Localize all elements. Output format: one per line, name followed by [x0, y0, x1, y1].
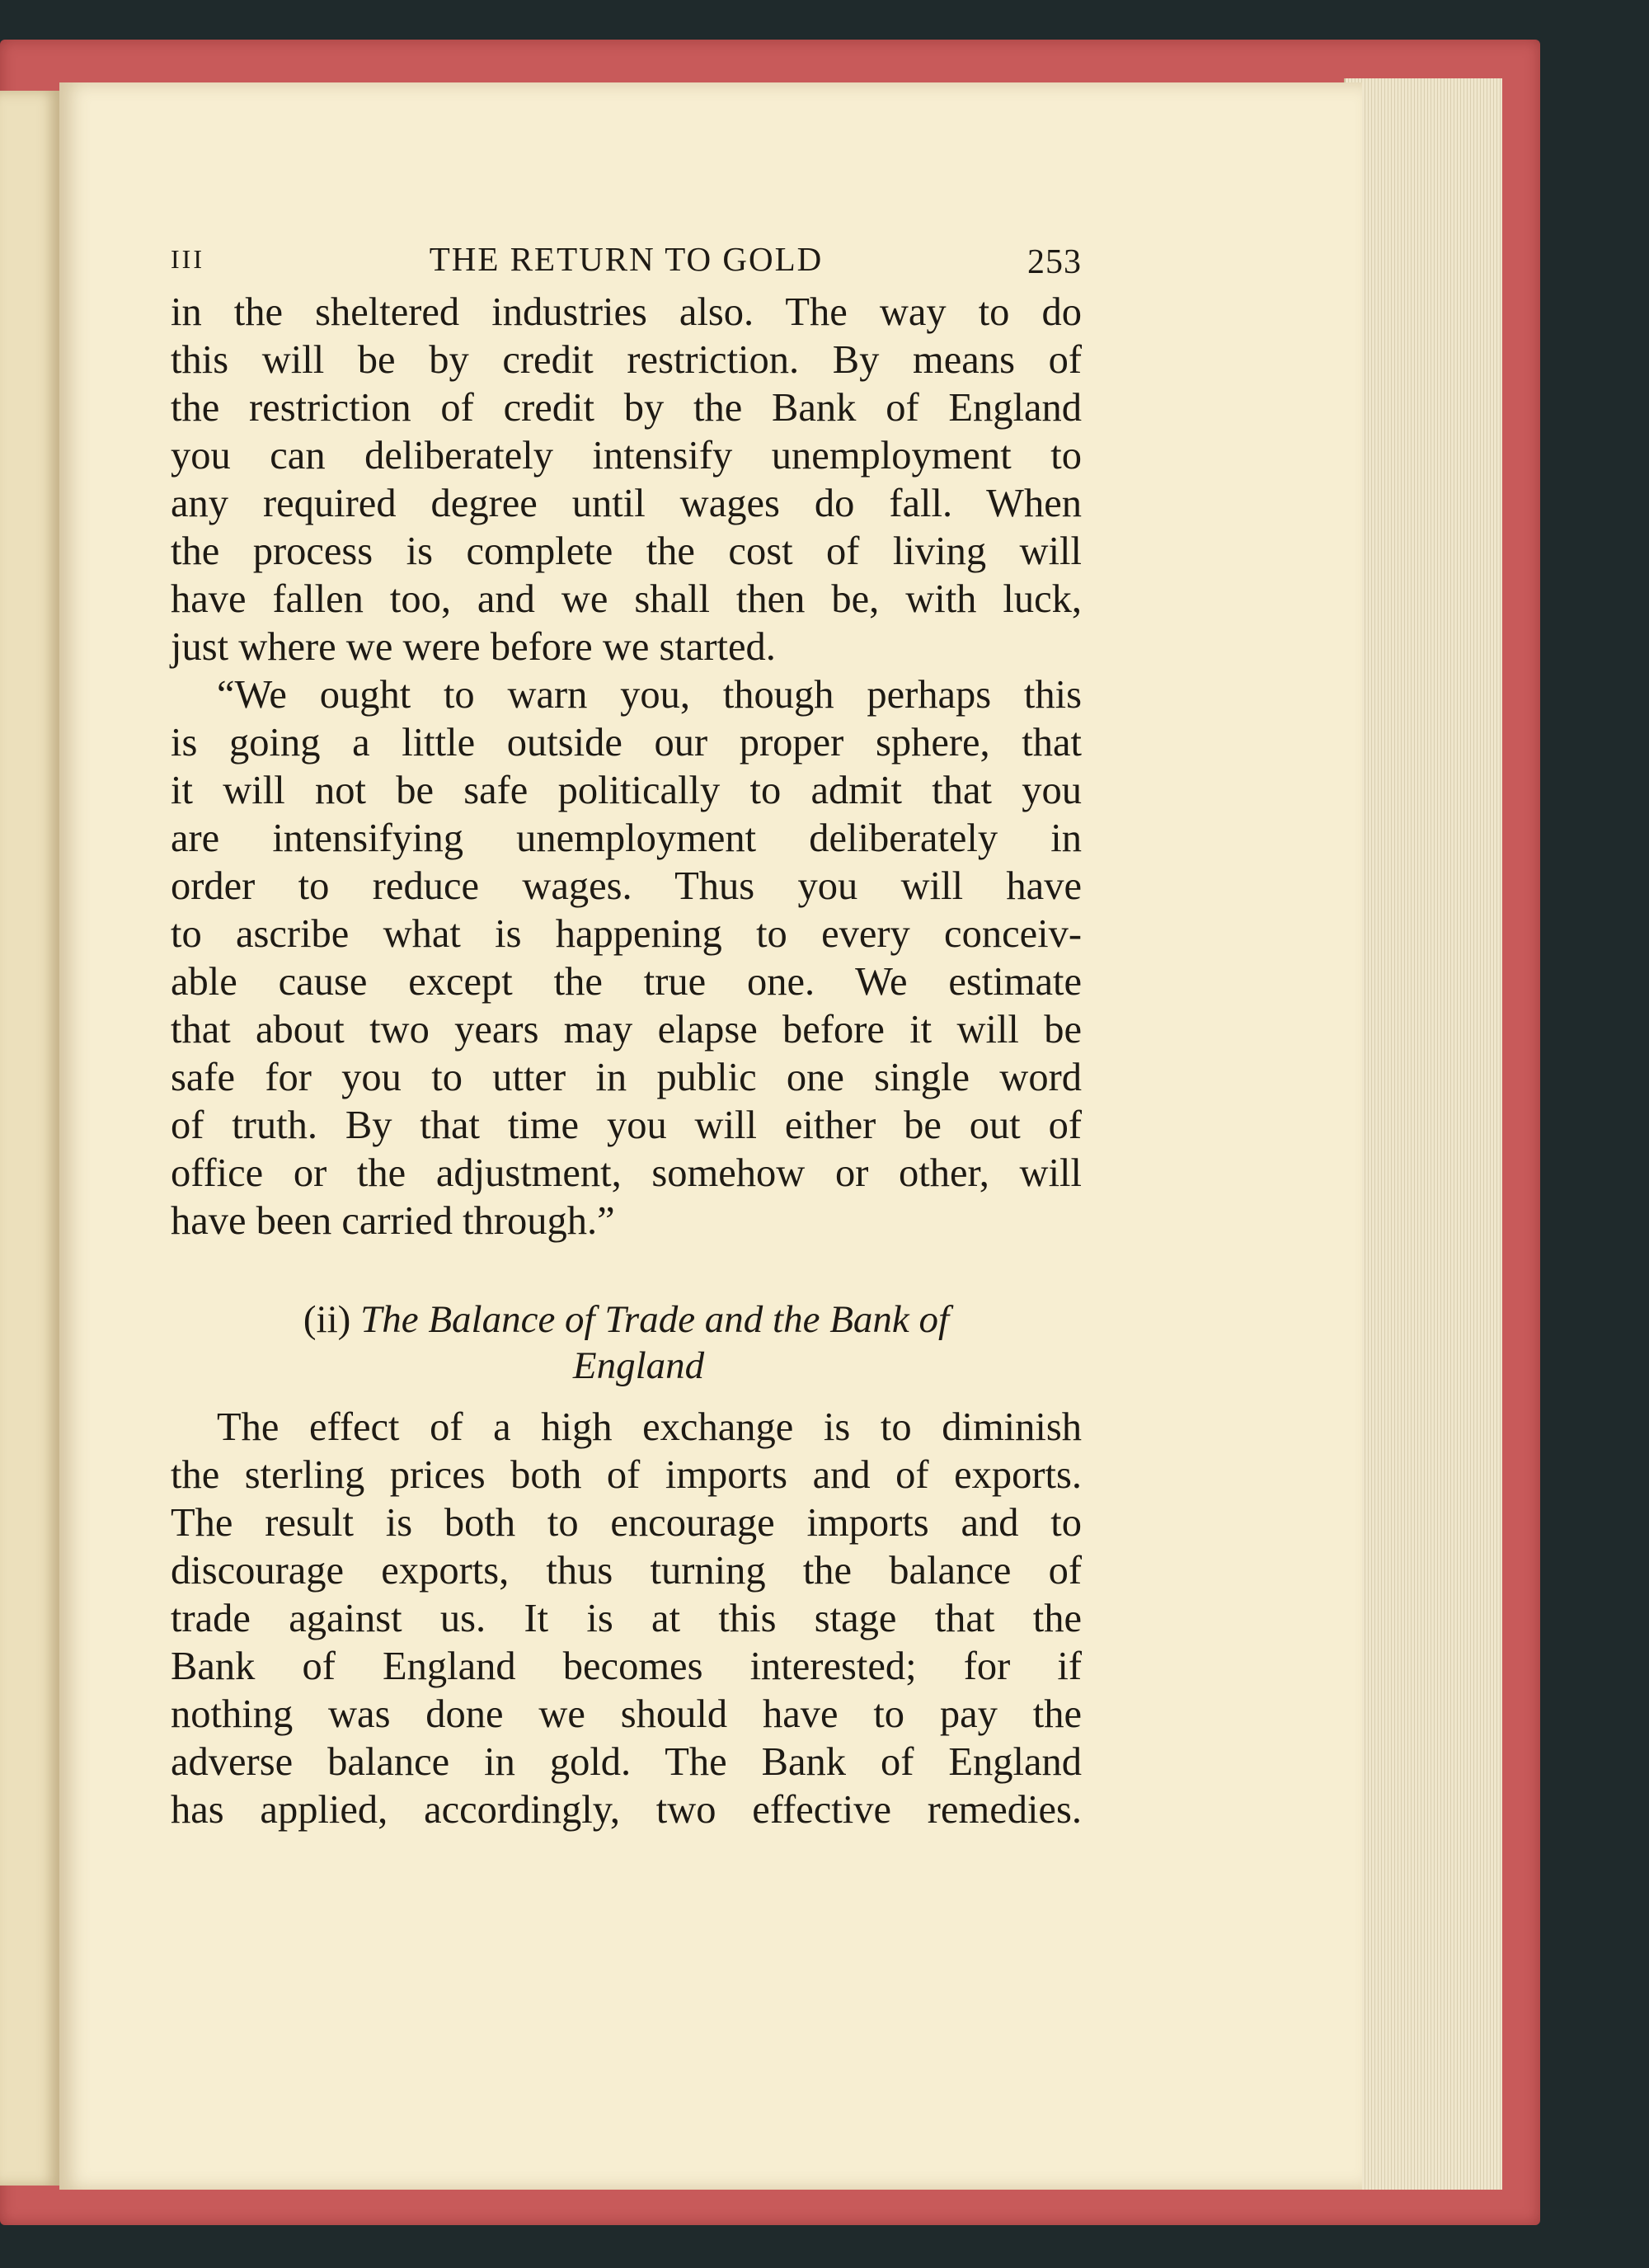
text-line: is going a little outside our proper sphere, that — [171, 721, 1082, 765]
text-line: to ascribe what is happening to every conceiv- — [171, 912, 1082, 956]
paragraph-3 — [171, 1404, 1082, 1834]
text-line: order to reduce wages. Thus you will have — [171, 864, 1082, 908]
running-head-title: THE RETURN TO GOLD — [429, 240, 824, 278]
text-line: has applied, accordingly, two effective remedies. — [171, 1788, 1082, 1832]
page-stack-edge — [1344, 78, 1502, 2190]
previous-page-edge — [0, 91, 59, 2186]
chapter-number: III — [171, 244, 204, 274]
text-line: the sterling prices both of imports and of exports. — [171, 1453, 1082, 1497]
text-line: safe for you to utter in public one single word — [171, 1056, 1082, 1099]
paragraph-2 — [171, 671, 1082, 1245]
book-page — [59, 82, 1362, 2190]
text-line: “We ought to warn you, though perhaps this — [217, 673, 1082, 717]
text-line: any required degree until wages do fall. When — [171, 482, 1082, 525]
section-number: (ii) — [303, 1298, 351, 1341]
text-line: The effect of a high exchange is to diminish — [217, 1405, 1082, 1449]
paragraph-1 — [171, 289, 1082, 671]
text-line: have fallen too, and we shall then be, with luck, — [171, 577, 1082, 621]
text-line: The result is both to encourage imports and to — [171, 1501, 1082, 1545]
text-line: the restriction of credit by the Bank of England — [171, 386, 1082, 430]
text-line: it will not be safe politically to admit that you — [171, 769, 1082, 812]
text-line: adverse balance in gold. The Bank of England — [171, 1740, 1082, 1784]
text-line: trade against us. It is at this stage that the — [171, 1597, 1082, 1640]
text-line: nothing was done we should have to pay the — [171, 1692, 1082, 1736]
section-heading — [171, 1296, 1082, 1389]
running-head — [171, 239, 1082, 289]
text-line: this will be by credit restriction. By means of — [171, 338, 1082, 382]
text-line: are intensifying unemployment deliberately in — [171, 816, 1082, 860]
text-line: you can deliberately intensify unemployment to — [171, 434, 1082, 478]
section-title-line-1: The Balance of Trade and the Bank of — [360, 1298, 950, 1341]
section-title-line-2: England — [572, 1344, 705, 1387]
text-line: the process is complete the cost of living will — [171, 529, 1082, 573]
text-line: in the sheltered industries also. The way to do — [171, 290, 1082, 334]
page-content — [171, 239, 1082, 1834]
text-line: able cause except the true one. We estimate — [171, 960, 1082, 1004]
text-line: that about two years may elapse before it will be — [171, 1008, 1082, 1052]
page-number: 253 — [1027, 243, 1082, 281]
text-line: of truth. By that time you will either be out of — [171, 1103, 1082, 1147]
text-line: office or the adjustment, somehow or other, will — [171, 1151, 1082, 1195]
text-line: just where we were before we started. — [171, 625, 776, 669]
text-line: discourage exports, thus turning the balance of — [171, 1549, 1082, 1593]
text-line: have been carried through.” — [171, 1199, 615, 1243]
text-line: Bank of England becomes interested; for if — [171, 1645, 1082, 1688]
